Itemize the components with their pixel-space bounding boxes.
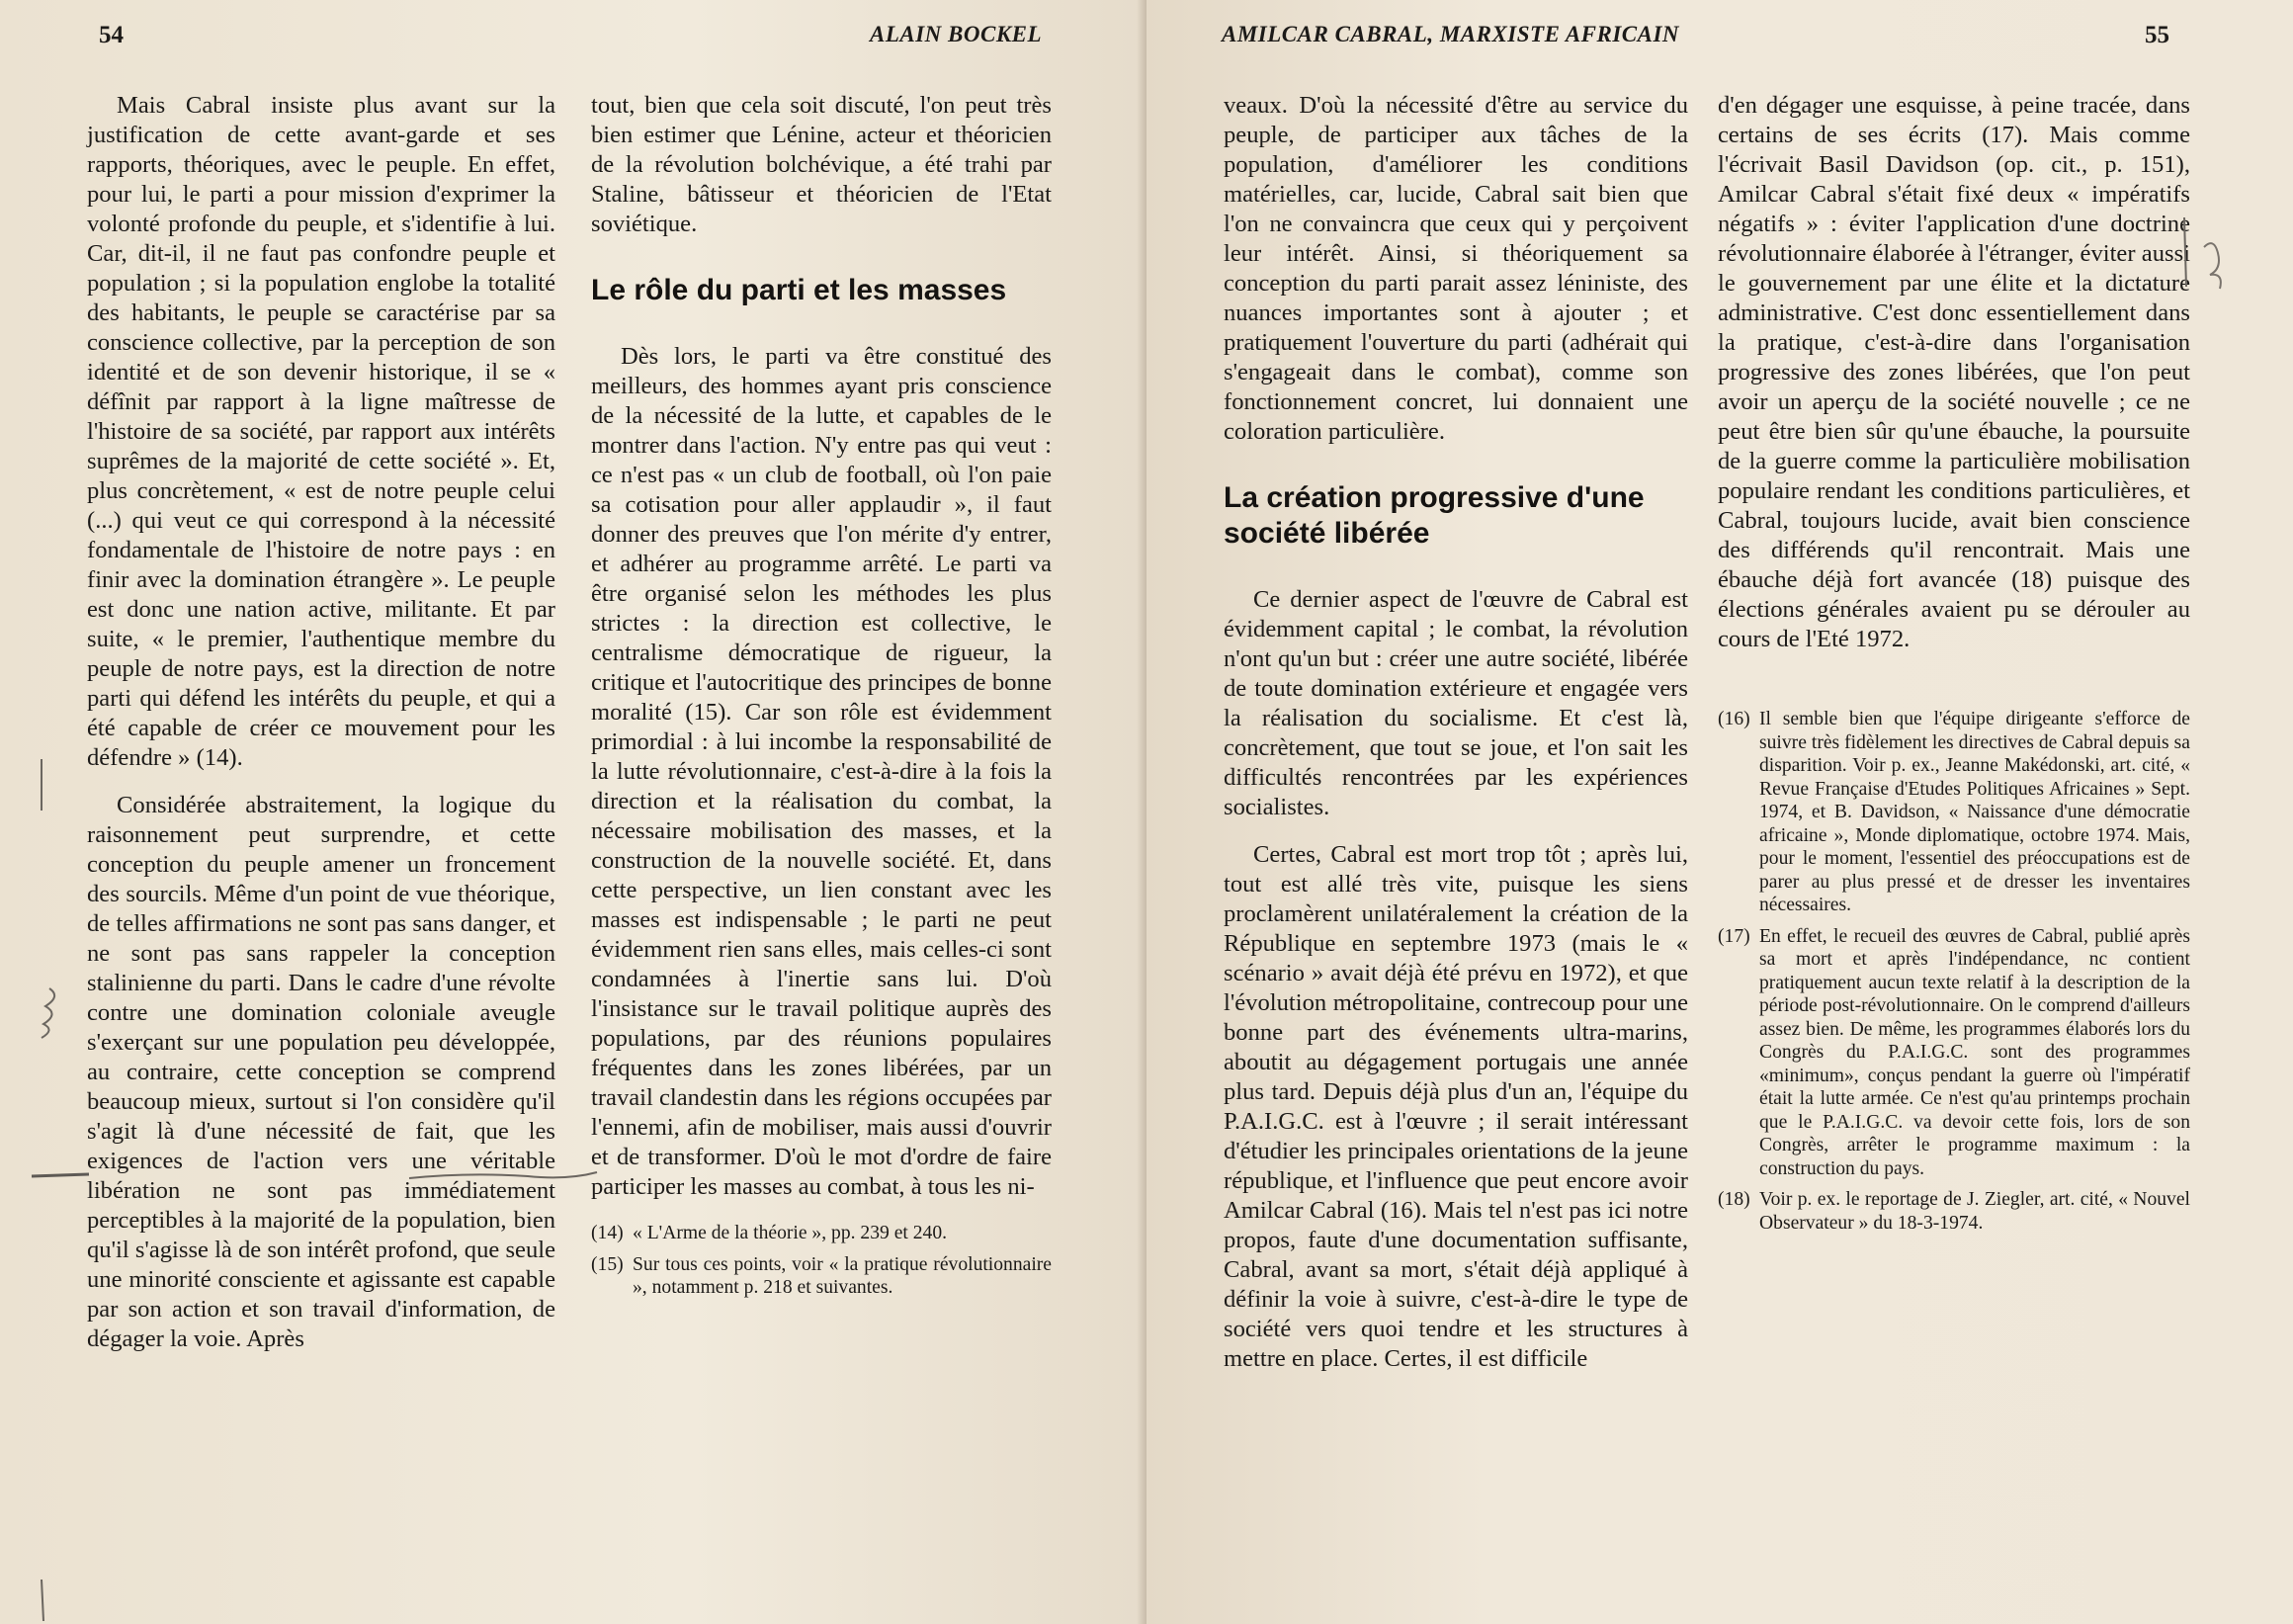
footnote	[591, 1253, 1052, 1300]
right-page	[1146, 0, 2293, 1624]
footnote-number: (16)	[1718, 709, 1750, 729]
section-heading: La création progressive d'une société libérée	[1224, 481, 1645, 550]
paragraph: Dès lors, le parti va être constitué des meilleurs, des hommes ayant pris conscience de la nécessité de la lutte, et capables de le montrer dans l'action. N'y entre pas qui veut : ce n'est pas « un club de football, où l'on paie sa cotisation pour aller applaudir », il faut donner des preuves que l'on mérite d'y entrer, et adhérer au programme arrêté. Le parti va être organisé selon les méthodes les plus strictes : la direction est collective, le centralisme démocratique de rigueur, la critique et l'autocritique des principes de bonne moralité (15). Car son rôle est évidemment primordial : à lui incombe la responsabilité de la lutte révolutionnaire, c'est-à-dire à la fois la direction et la réalisation du combat, la nécessaire mobilisation des masses, et la construction de la nouvelle société. Et, dans cette perspective, un lien constant avec les masses est indispensable ; le parti ne peut évidemment rien sans elles, mais celles-ci sont condamnées à l'inertie sans lui. D'où l'insistance sur le travail politique auprès des populations, par des réunions populaires fréquentes dans les zones libérées, par un travail clandestin dans les régions occupées par l'ennemi, afin de mobiliser, mais aussi d'ouvrir et de transformer. D'où le mot d'ordre de faire participer les masses au combat, à tous les ni-	[591, 343, 1052, 1200]
paragraph: Considérée abstraitement, la logique du raisonnement peut surprendre, et cette conception du peuple amener un froncement des sourcils. Même d'un point de vue théorique, de telles affirmations ne sont pas sans danger, et ne sont pas sans rappeler la conception stalinienne du parti. Dans le cadre d'une révolte contre une domination coloniale aveugle s'exerçant sur une population peu développée, au contraire, cette conception se comprend beaucoup mieux, surtout si l'on considère qu'il s'agit là d'une nécessité de fait, que les exigences de l'action vers une véritable libération ne sont pas immédiatement perceptibles à la majorité de la population, bien qu'il s'agisse là de son intérêt profond, que seule une minorité consciente et agissante est capable par son action et son travail d'information, de dégager la voie. Après	[87, 792, 555, 1352]
pencil-margin-marks	[2174, 198, 2253, 316]
left-page	[0, 0, 1146, 1624]
right-column-1	[1224, 91, 1688, 1374]
footnote	[1718, 708, 2190, 917]
paragraph: Mais Cabral insiste plus avant sur la justification de cette avant-garde et ses rapports, théoriques, avec le peuple. En effet, pour lui, le parti a pour mission d'exprimer la volonté profonde du peuple, et s'identifie à lui. Car, dit-il, il ne faut pas confondre peuple et population ; si la population englobe la totalité des habitants, le peuple se caractérise par sa conscience collective, par la perception de son identité et de son devenir historique, il se « défînit par rapport à la ligne maîtresse de l'histoire de sa société, par rapport aux intérêts suprêmes de la majorité de cette société ». Et, plus concrètement, « est de notre peuple celui (...) qui veut ce qui correspond à la nécessité fondamentale de l'histoire de notre pays : en finir avec la domination étrangère ». Le peuple est donc une nation active, militante. Et par suite, « le premier, l'authentique membre du peuple de notre pays, est la direction de notre parti qui défend les intérêts du peuple, et qui a été capable de créer ce mouvement pour les défendre » (14).	[87, 92, 555, 771]
footnote	[1718, 1188, 2190, 1235]
footnotes	[591, 1222, 1052, 1300]
pencil-margin-marks	[20, 741, 109, 1624]
paragraph: tout, bien que cela soit discuté, l'on peut très bien estimer que Lénine, acteur et théoricien de la révolution bolchévique, a été trahi par Staline, bâtisseur et théoricien de l'Etat soviétique.	[591, 92, 1052, 237]
pencil-underline	[405, 1158, 603, 1198]
running-head: ALAIN BOCKEL	[870, 22, 1043, 46]
footnote-text: Voir p. ex. le reportage de J. Ziegler, art. cité, « Nouvel Observateur » du 18-3-1974.	[1759, 1189, 2190, 1234]
footnote-number: (18)	[1718, 1189, 1750, 1210]
footnote	[591, 1222, 1052, 1245]
paragraph: Certes, Cabral est mort trop tôt ; après lui, tout est allé très vite, puisque les siens proclamèrent unilatéralement la création de la République en septembre 1973 (mais le « scénario » avait déjà été prévu en 1972), et que l'évolution métropolitaine, contrecoup pour une bonne part des événements ultra-marins, aboutit au dégagement portugais une année plus tard. Depuis déjà plus d'un an, l'équipe du P.A.I.G.C. est à l'œuvre ; il serait intéressant d'étudier les principales orientations de la jeune république, et l'influence que peut encore avoir Amilcar Cabral (16). Mais tel n'est pas ici notre propos, faute d'une documentation suffisante, Cabral, avant sa mort, s'était déjà appliqué à définir la voie à suivre, c'est-à-dire le type de société vers quoi tendre et les structures à mettre en place. Certes, il est difficile	[1224, 841, 1688, 1372]
footnote-text: En effet, le recueil des œuvres de Cabral, publié après sa mort et après l'indépendance, nc contient pratiquement aucun texte relatif à la description de la période post-révolutionnaire. On le comprend d'ailleurs assez bien. De même, les programmes élaborés lors du Congrès du P.A.I.G.C. sont des programmes «minimum», conçus pendant la guerre où l'impératif était la lutte armée. Ce n'est qu'au printemps prochain que le P.A.I.G.C. va devoir cette fois, lors de son Congrès, arrêter le programme maximum : la construction du pays.	[1759, 925, 2190, 1179]
footnote	[1718, 925, 2190, 1181]
section-heading: Le rôle du parti et les masses	[591, 274, 1007, 306]
paragraph: veaux. D'où la nécessité d'être au service du peuple, de participer aux tâches de la population, d'améliorer les conditions matérielles, car, lucide, Cabral sait bien que l'on ne convaincra que ceux qui y perçoivent leur intérêt. Ainsi, si théoriquement sa conception du parti parait assez léniniste, des nuances importantes sont à ajouter ; et pratiquement l'ouverture du parti (adhérait qui s'engageait dans le combat), comme son fonctionnement concret, lui donnaient une coloration particulière.	[1224, 92, 1688, 445]
footnote-number: (15)	[591, 1253, 624, 1275]
footnote-number: (17)	[1718, 925, 1750, 947]
footnote-number: (14)	[591, 1223, 624, 1243]
paragraph: Ce dernier aspect de l'œuvre de Cabral est évidemment capital ; le combat, la révolution n'ont qu'un but : créer une autre société, libérée de toute domination extérieure et engagée vers la réalisation du socialisme. Et c'est là, concrètement, que tout se joue, et l'on sait les difficultés rencontrées par les expériences socialistes.	[1224, 586, 1688, 820]
page-number: 55	[2145, 22, 2169, 48]
left-column-2	[591, 91, 1052, 1308]
page-number: 54	[99, 22, 124, 48]
footnotes	[1718, 708, 2190, 1235]
footnote-text: « L'Arme de la théorie », pp. 239 et 240.	[633, 1223, 948, 1243]
footnote-text: Sur tous ces points, voir « la pratique révolutionnaire », notamment p. 218 et suivantes.	[633, 1253, 1052, 1298]
footnote-text: Il semble bien que l'équipe dirigeante s'efforce de suivre très fidèlement les directives de Cabral depuis sa disparition. Voir p. ex., Jeanne Makédonski, art. cité, « Revue Française d'Etudes Politiques Africaines » Sept. 1974, et B. Davidson, « Naissance d'une démocratie africaine », Monde diplomatique, octobre 1974. Mais, pour le moment, l'essentiel des préoccupations est de parer au plus pressé et de dresser les inventaires nécessaires.	[1759, 709, 2190, 915]
right-column-2	[1718, 91, 2190, 1242]
paragraph: d'en dégager une esquisse, à peine tracée, dans certains de ses écrits (17). Mais comme l'écrivait Basil Davidson (op. cit., p. 151), Amilcar Cabral s'était fixé deux « impératifs négatifs » : éviter l'application d'une doctrine révolutionnaire élaborée à l'étranger, éviter aussi le gouvernement par une élite et la dictature administrative. C'est donc essentiellement dans la pratique, c'est-à-dire dans l'organisation progressive des zones libérées, que l'on peut avoir un aperçu de la société nouvelle ; ce ne peut être bien sûr qu'une ébauche, la poursuite de la guerre comme la particulière mobilisation populaire rendant les conditions particulières, et Cabral, toujours lucide, avait bien conscience des différends qu'il rencontrait. Mais une ébauche déjà fort avancée (18) puisque des élections générales avaient pu se dérouler au cours de l'Eté 1972.	[1718, 92, 2190, 652]
running-head: AMILCAR CABRAL, MARXISTE AFRICAIN	[1222, 22, 1680, 46]
